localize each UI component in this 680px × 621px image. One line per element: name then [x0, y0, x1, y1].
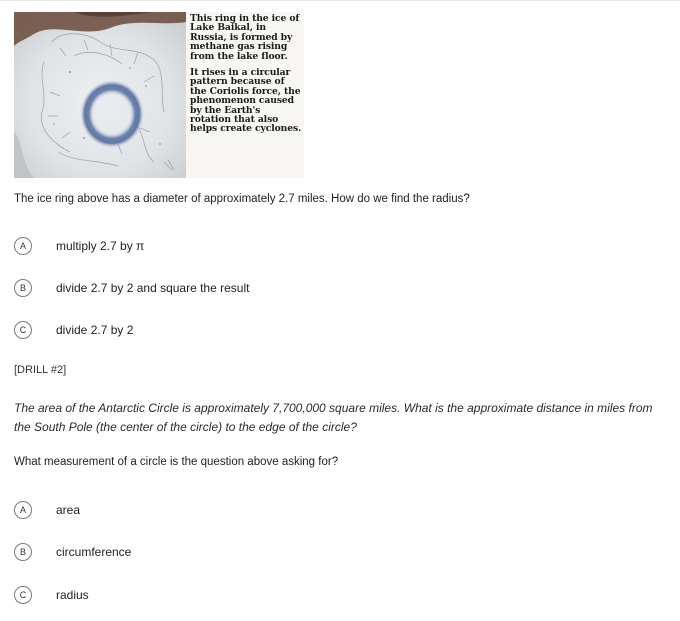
option-letter-badge: C	[14, 321, 32, 339]
option-letter-badge: A	[14, 237, 32, 255]
ice-ring-figure	[14, 12, 304, 178]
option-label: divide 2.7 by 2 and square the result	[56, 281, 250, 295]
option-letter-badge: B	[14, 543, 32, 561]
question1-option-b[interactable]	[14, 277, 249, 299]
option-label: circumference	[56, 545, 132, 559]
caption-part2: It rises in a circular pattern because of the Coriolis force, the phenomenon caused by the Earth's rotation that also helps create cyclones.	[190, 67, 302, 135]
option-label: radius	[56, 588, 89, 602]
top-border	[0, 0, 680, 1]
option-letter-badge: A	[14, 501, 32, 519]
lake-baikal-ice-ring-photo	[14, 12, 186, 178]
option-label: area	[56, 503, 81, 517]
question1-option-c[interactable]	[14, 319, 133, 341]
figure-caption	[190, 14, 302, 141]
question2-option-b[interactable]	[14, 541, 131, 563]
drill-prompt: The area of the Antarctic Circle is approximately 7,700,000 square miles. What is the approximate distance in miles from the South Pole (the center of the circle) to the edge of the circle?	[14, 401, 653, 434]
question2-option-a[interactable]	[14, 499, 80, 521]
caption-part1: This ring in the ice of Lake Baikal, in Russia, is formed by methane gas rising from the lake floor.	[190, 13, 300, 62]
question1-text: The ice ring above has a diameter of approximately 2.7 miles. How do we find the radius?	[14, 193, 470, 205]
question2-option-c[interactable]	[14, 584, 89, 606]
option-label: divide 2.7 by 2	[56, 323, 134, 337]
option-letter-badge: C	[14, 586, 32, 604]
option-letter-badge: B	[14, 279, 32, 297]
drill-label: [DRILL #2]	[14, 364, 67, 376]
question2-text: What measurement of a circle is the question above asking for?	[14, 456, 339, 468]
question1-option-a[interactable]	[14, 235, 144, 257]
option-label: multiply 2.7 by π	[56, 239, 145, 253]
